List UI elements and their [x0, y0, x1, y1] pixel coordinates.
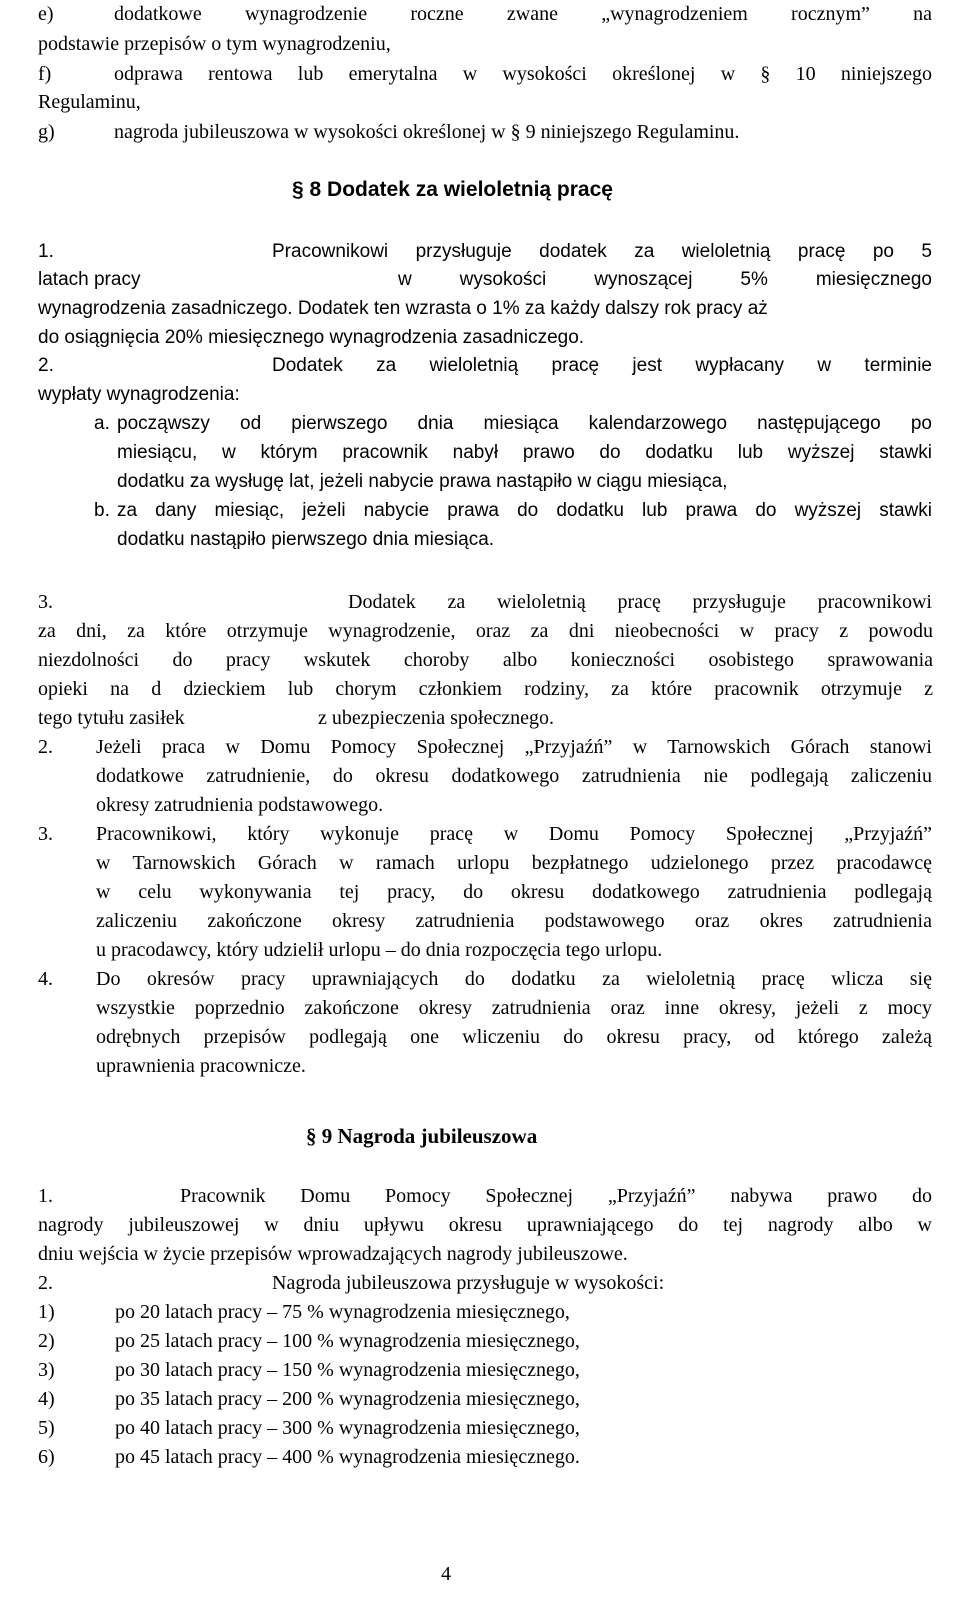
paragraph-text: w Tarnowskich Górach w ramach urlopu bezpłatnego udzielonego przez pracodawcę	[96, 852, 932, 874]
page-number: 4	[441, 1563, 451, 1585]
list-item-text: dodatku za wysługę lat, jeżeli nabycie prawa nastąpiło w ciągu miesiąca,	[117, 471, 728, 492]
list-marker: f)	[38, 63, 52, 85]
paragraph-text: Pracownikowi, który wykonuje pracę w Domu Pomocy Społecznej „Przyjaźń”	[96, 823, 932, 845]
paragraph-text: dodatkowe zatrudnienie, do okresu dodatkowego zatrudnienia nie podlegają zaliczeniu	[96, 765, 932, 787]
list-item-text: po 25 latach pracy – 100 % wynagrodzenia miesięcznego,	[115, 1330, 580, 1352]
list-item-text: za dany miesiąc, jeżeli nabycie prawa do dodatku lub prawa do wyższej stawki	[117, 500, 932, 521]
list-item-text: po 35 latach pracy – 200 % wynagrodzenia miesięcznego,	[115, 1388, 580, 1410]
paragraph-text: Nagroda jubileuszowa przysługuje w wysokości:	[272, 1272, 665, 1294]
paragraph-text: u pracodawcy, który udzielił urlopu – do dnia rozpoczęcia tego urlopu.	[96, 939, 663, 961]
paragraph-text: okresy zatrudnienia podstawowego.	[96, 794, 384, 816]
paragraph-text: Pracownikowi przysługuje dodatek za wieloletnią pracę po 5	[272, 241, 932, 262]
paragraph-number: 1.	[38, 241, 54, 262]
paragraph-text: zaliczeniu zakończone okresy zatrudnienia podstawowego oraz okres zatrudnienia	[96, 910, 932, 932]
paragraph-text: niezdolności do pracy wskutek choroby albo konieczności osobistego sprawowania	[38, 649, 933, 671]
list-item-text: po 20 latach pracy – 75 % wynagrodzenia miesięcznego,	[115, 1301, 570, 1323]
section-8-heading: § 8 Dodatek za wieloletnią pracę	[292, 178, 613, 201]
list-item-text: począwszy od pierwszego dnia miesiąca kalendarzowego następującego po	[117, 413, 932, 434]
list-marker: g)	[38, 121, 55, 143]
paragraph-text: latach pracy	[38, 269, 141, 290]
paragraph-text: w celu wykonywania tej pracy, do okresu dodatkowego zatrudnienia podlegają	[96, 881, 932, 903]
paragraph-text: za dni, za które otrzymuje wynagrodzenie, oraz za dni nieobecności w pracy z powodu	[38, 620, 933, 642]
list-item-text: miesiącu, w którym pracownik nabył prawo do dodatku lub wyższej stawki	[117, 442, 932, 463]
list-marker: 4)	[38, 1388, 55, 1410]
paragraph-text: z ubezpieczenia społecznego.	[318, 707, 554, 729]
paragraph-text: do osiągnięcia 20% miesięcznego wynagrodzenia zasadniczego.	[38, 327, 585, 348]
paragraph-text: odrębnych przepisów podlegają one wliczeniu do okresu pracy, od którego zależą	[96, 1026, 932, 1048]
list-marker: 6)	[38, 1446, 55, 1468]
list-item-text: Regulaminu,	[38, 91, 141, 113]
list-item-text: po 40 latach pracy – 300 % wynagrodzenia miesięcznego,	[115, 1417, 580, 1439]
list-marker: 2)	[38, 1330, 55, 1352]
list-item-text: nagroda jubileuszowa w wysokości określonej w § 9 niniejszego Regulaminu.	[114, 121, 740, 143]
paragraph-number: 2.	[38, 1272, 53, 1294]
paragraph-text: Pracownik Domu Pomocy Społecznej „Przyjaźń” nabywa prawo do	[180, 1185, 932, 1207]
paragraph-text: tego tytułu zasiłek	[38, 707, 185, 729]
list-item-text: odprawa rentowa lub emerytalna w wysokości określonej w § 10 niniejszego	[114, 63, 932, 85]
paragraph-text: nagrody jubileuszowej w dniu upływu okresu uprawniającego do tej nagrody albo w	[38, 1214, 932, 1236]
paragraph-text: Dodatek za wieloletnią pracę przysługuje pracownikowi	[348, 591, 932, 613]
paragraph-text: wypłaty wynagrodzenia:	[38, 384, 240, 405]
list-item-text: po 45 latach pracy – 400 % wynagrodzenia miesięcznego.	[115, 1446, 580, 1468]
paragraph-text: opieki na d dzieckiem lub chorym członkiem rodziny, za które pracownik otrzymuje z	[38, 678, 933, 700]
list-marker: e)	[38, 3, 54, 25]
section-9-heading: § 9 Nagroda jubileuszowa	[306, 1124, 538, 1148]
paragraph-number: 3.	[38, 591, 53, 613]
list-marker: 3)	[38, 1359, 55, 1381]
list-item-text: dodatku nastąpiło pierwszego dnia miesiąca.	[117, 529, 495, 550]
paragraph-text: wszystkie poprzednio zakończone okresy zatrudnienia oraz inne okresy, jeżeli z mocy	[96, 997, 932, 1019]
paragraph-text: w wysokości wynoszącej 5% miesięcznego	[398, 269, 932, 290]
list-marker: 1)	[38, 1301, 55, 1323]
paragraph-number: 2.	[38, 355, 54, 376]
list-marker: 5)	[38, 1417, 55, 1439]
list-marker: b.	[94, 500, 110, 521]
paragraph-number: 3.	[38, 823, 53, 845]
paragraph-text: uprawnienia pracownicze.	[96, 1055, 306, 1077]
list-item-text: po 30 latach pracy – 150 % wynagrodzenia miesięcznego,	[115, 1359, 580, 1381]
paragraph-number: 2.	[38, 736, 53, 758]
paragraph-text: dniu wejścia w życie przepisów wprowadzających nagrody jubileuszowe.	[38, 1243, 628, 1265]
paragraph-text: Dodatek za wieloletnią pracę jest wypłacany w terminie	[272, 355, 932, 376]
paragraph-text: Jeżeli praca w Domu Pomocy Społecznej „Przyjaźń” w Tarnowskich Górach stanowi	[96, 736, 932, 758]
paragraph-text: wynagrodzenia zasadniczego. Dodatek ten wzrasta o 1% za każdy dalszy rok pracy aż	[38, 298, 768, 319]
paragraph-text: Do okresów pracy uprawniających do dodatku za wieloletnią pracę wlicza się	[96, 968, 932, 990]
paragraph-number: 4.	[38, 968, 53, 990]
paragraph-number: 1.	[38, 1185, 53, 1207]
list-marker: a.	[94, 413, 110, 434]
list-item-text: dodatkowe wynagrodzenie roczne zwane „wynagrodzeniem rocznym” na	[114, 3, 932, 25]
list-item-text: podstawie przepisów o tym wynagrodzeniu,	[38, 33, 391, 55]
